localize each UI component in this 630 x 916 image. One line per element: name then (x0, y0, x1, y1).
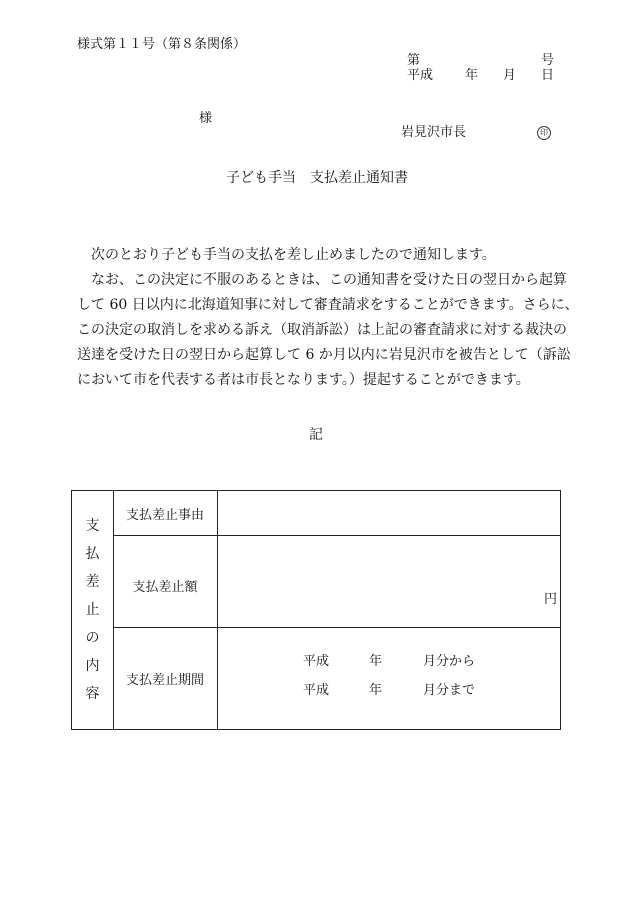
side-header-char: 止 (85, 602, 100, 618)
body-line: この決定の取消しを求める訴え（取消訴訟）は上記の審査請求に対する裁決の (77, 322, 567, 338)
period-to-era: 平成 (303, 683, 330, 698)
document-number-suffix: 号 (541, 53, 555, 68)
date-era: 平成 (407, 68, 434, 83)
period-field[interactable] (218, 628, 560, 729)
body-line: して 60 日以内に北海道知事に対して審査請求をすることができます。さらに、 (77, 297, 579, 313)
amount-label: 支払差止額 (132, 580, 198, 595)
side-header-char: 払 (85, 546, 100, 562)
amount-field[interactable] (218, 536, 560, 626)
body-line: なお、この決定に不服のあるときは、この通知書を受けた日の翌日から起算 (77, 272, 567, 288)
side-header-char: 差 (85, 574, 100, 590)
form-number: 様式第１１号（第８条関係） (77, 37, 247, 52)
date-day: 日 (541, 68, 555, 83)
side-header (72, 491, 113, 729)
date-month: 月 (503, 68, 517, 83)
period-from-era: 平成 (303, 654, 330, 669)
body-text (77, 243, 579, 393)
body-line: 次のとおり子ども手当の支払を差し止めましたので通知します。 (77, 247, 496, 263)
seal-mark: 印 (537, 126, 551, 140)
reason-label: 支払差止事由 (125, 508, 204, 523)
issuer-name: 岩見沢市長 (401, 125, 467, 140)
table-divider (113, 491, 114, 729)
side-header-char: 容 (85, 686, 100, 702)
period-to-year: 年 (369, 683, 383, 698)
period-from-month: 月分から (423, 654, 476, 669)
period-from-year: 年 (369, 654, 383, 669)
date-year: 年 (465, 68, 479, 83)
ki-heading: 記 (309, 427, 323, 443)
document-number-prefix: 第 (407, 53, 421, 68)
side-header-char: の (85, 630, 100, 646)
period-label: 支払差止期間 (125, 673, 204, 688)
body-line: において市を代表する者は市長となります。）提起することができます。 (77, 372, 530, 388)
side-header-char: 内 (85, 658, 100, 674)
amount-unit: 円 (544, 592, 558, 607)
details-table (71, 490, 561, 730)
body-line: 送達を受けた日の翌日から起算して 6 か月以内に岩見沢市を被告として（訴訟 (77, 347, 571, 363)
period-to-month: 月分まで (423, 683, 476, 698)
addressee-suffix: 様 (199, 111, 213, 126)
side-header-char: 支 (85, 518, 100, 534)
document-title: 子ども手当 支払差止通知書 (226, 170, 408, 186)
reason-field[interactable] (218, 491, 560, 535)
